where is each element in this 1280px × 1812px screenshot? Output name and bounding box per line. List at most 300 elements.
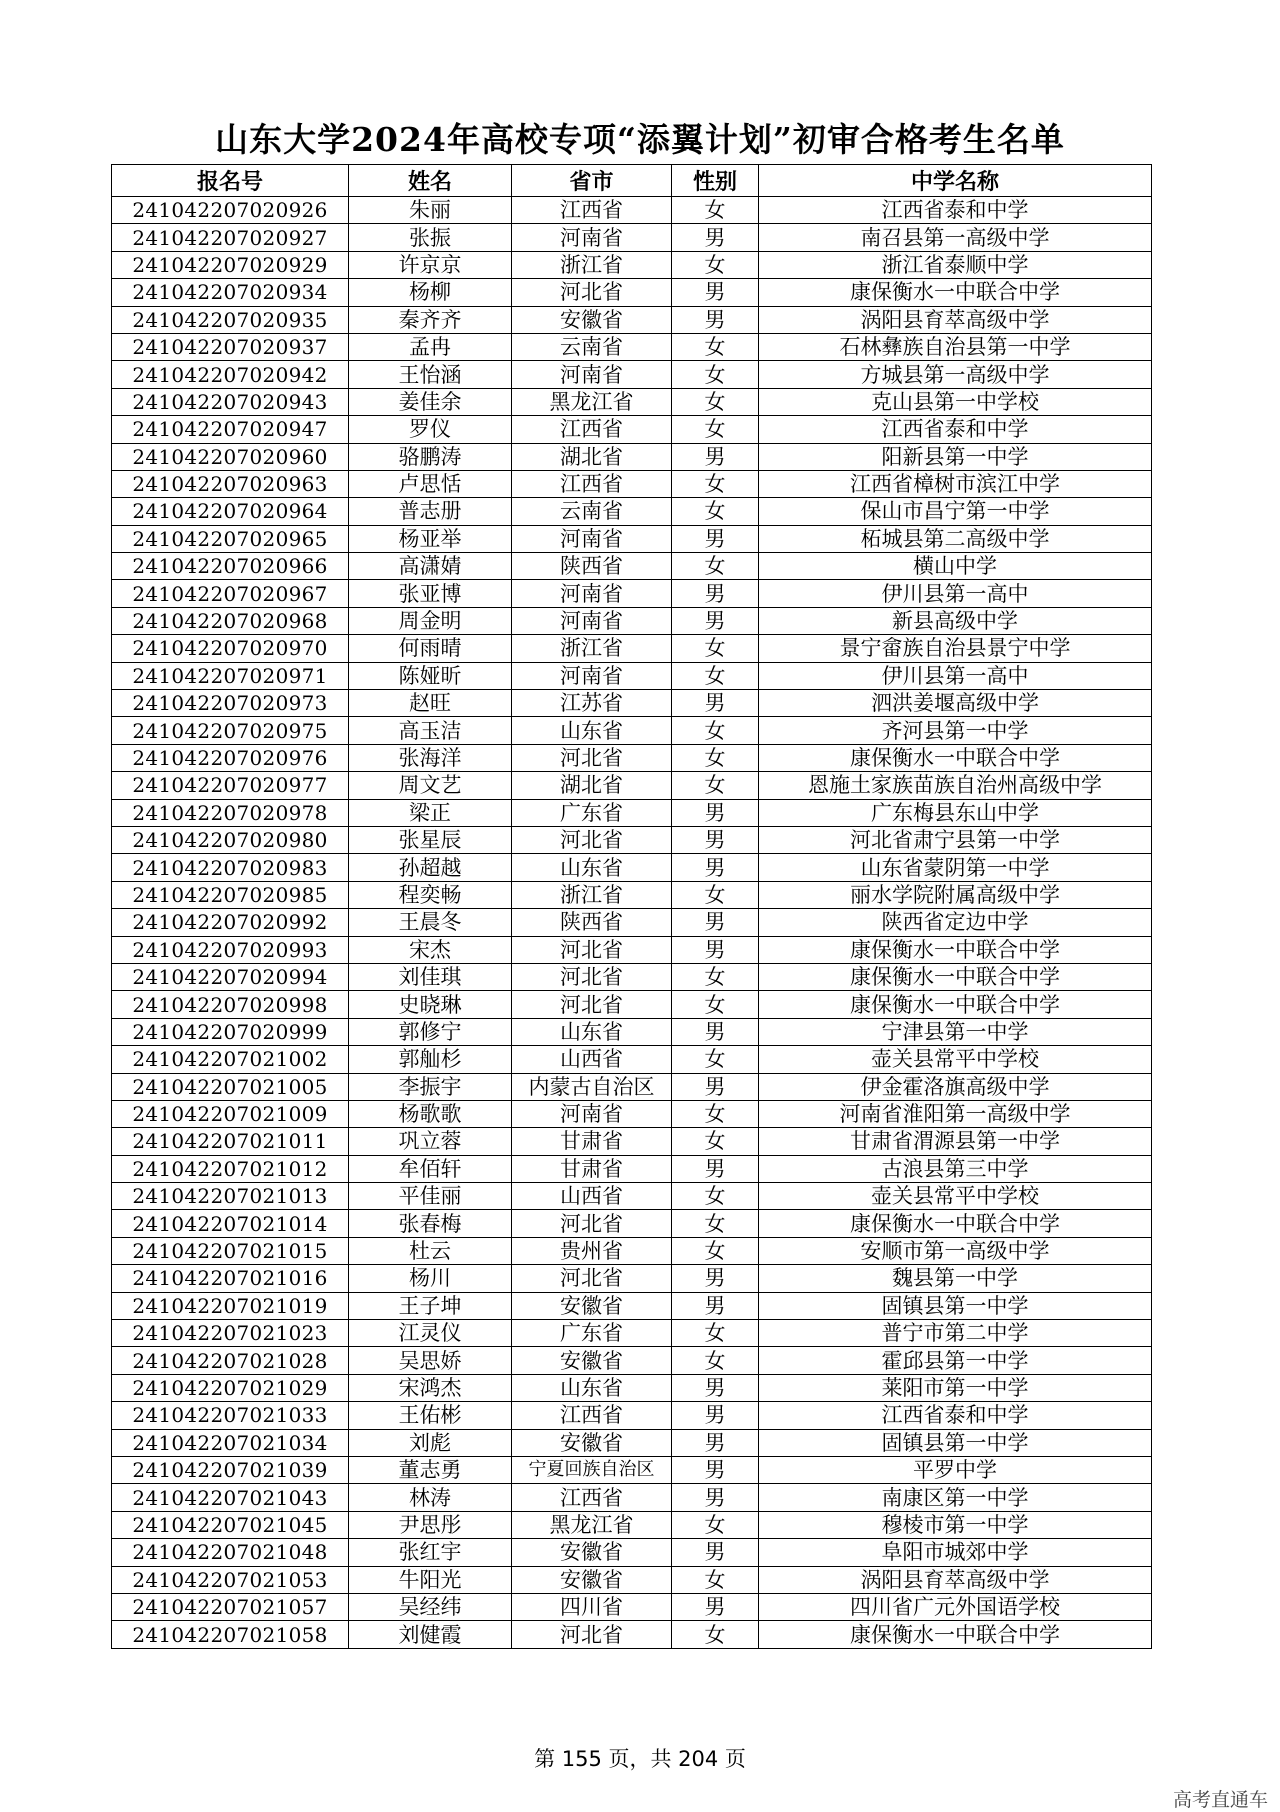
- school-cell: 固镇县第一中学: [759, 1429, 1152, 1456]
- school-cell: 江西省樟树市滨江中学: [759, 470, 1152, 497]
- school-cell: 江西省泰和中学: [759, 197, 1152, 224]
- province-cell: 河北省: [512, 1210, 672, 1237]
- name-cell: 杜云: [349, 1237, 512, 1264]
- table-row: [112, 1046, 1152, 1073]
- gender-cell: 女: [672, 1183, 759, 1210]
- school-cell: 壶关县常平中学校: [759, 1183, 1152, 1210]
- registration-number-cell: 241042207020942: [112, 361, 349, 388]
- candidate-table: [111, 164, 1152, 1649]
- registration-number-cell: 241042207020992: [112, 909, 349, 936]
- name-cell: 赵旺: [349, 690, 512, 717]
- name-cell: 普志册: [349, 498, 512, 525]
- registration-number-cell: 241042207021005: [112, 1073, 349, 1100]
- school-cell: 阜阳市城郊中学: [759, 1539, 1152, 1566]
- province-cell: 山西省: [512, 1183, 672, 1210]
- school-cell: 克山县第一中学校: [759, 388, 1152, 415]
- school-cell: 浙江省泰顺中学: [759, 251, 1152, 278]
- registration-number-cell: 241042207021019: [112, 1292, 349, 1319]
- province-cell: 浙江省: [512, 251, 672, 278]
- province-cell: 河北省: [512, 826, 672, 853]
- registration-number-cell: 241042207020976: [112, 744, 349, 771]
- table-row: [112, 1429, 1152, 1456]
- school-cell: 方城县第一高级中学: [759, 361, 1152, 388]
- school-cell: 横山中学: [759, 553, 1152, 580]
- school-cell: 平罗中学: [759, 1456, 1152, 1483]
- school-cell: 陕西省定边中学: [759, 909, 1152, 936]
- province-cell: 河南省: [512, 525, 672, 552]
- registration-number-cell: 241042207020965: [112, 525, 349, 552]
- registration-number-cell: 241042207020963: [112, 470, 349, 497]
- province-cell: 河南省: [512, 580, 672, 607]
- school-cell: 固镇县第一中学: [759, 1292, 1152, 1319]
- registration-number-cell: 241042207020994: [112, 963, 349, 990]
- name-cell: 董志勇: [349, 1456, 512, 1483]
- gender-cell: 女: [672, 333, 759, 360]
- gender-cell: 女: [672, 1621, 759, 1648]
- registration-number-cell: 241042207021043: [112, 1484, 349, 1511]
- name-cell: 牛阳光: [349, 1566, 512, 1593]
- gender-cell: 女: [672, 717, 759, 744]
- province-cell: 浙江省: [512, 635, 672, 662]
- school-cell: 古浪县第三中学: [759, 1155, 1152, 1182]
- gender-cell: 男: [672, 1539, 759, 1566]
- table-row: [112, 744, 1152, 771]
- table-row: [112, 553, 1152, 580]
- name-cell: 秦齐齐: [349, 306, 512, 333]
- school-cell: 伊金霍洛旗高级中学: [759, 1073, 1152, 1100]
- name-cell: 高玉洁: [349, 717, 512, 744]
- school-cell: 涡阳县育萃高级中学: [759, 306, 1152, 333]
- name-cell: 刘佳琪: [349, 963, 512, 990]
- gender-cell: 女: [672, 553, 759, 580]
- name-cell: 周金明: [349, 607, 512, 634]
- table-row: [112, 361, 1152, 388]
- province-cell: 安徽省: [512, 1347, 672, 1374]
- table-row: [112, 635, 1152, 662]
- registration-number-cell: 241042207020983: [112, 854, 349, 881]
- gender-cell: 男: [672, 580, 759, 607]
- province-cell: 山东省: [512, 854, 672, 881]
- name-cell: 孙超越: [349, 854, 512, 881]
- table-row: [112, 772, 1152, 799]
- table-row: [112, 662, 1152, 689]
- province-cell: 河南省: [512, 662, 672, 689]
- table-row: [112, 1456, 1152, 1483]
- table-row: [112, 1018, 1152, 1045]
- gender-cell: 男: [672, 1374, 759, 1401]
- gender-cell: 女: [672, 1566, 759, 1593]
- province-cell: 内蒙古自治区: [512, 1073, 672, 1100]
- gender-cell: 男: [672, 306, 759, 333]
- province-cell: 陕西省: [512, 553, 672, 580]
- registration-number-cell: 241042207021028: [112, 1347, 349, 1374]
- name-cell: 平佳丽: [349, 1183, 512, 1210]
- table-row: [112, 1539, 1152, 1566]
- name-cell: 许京京: [349, 251, 512, 278]
- registration-number-cell: 241042207021014: [112, 1210, 349, 1237]
- province-cell: 浙江省: [512, 881, 672, 908]
- table-row: [112, 197, 1152, 224]
- province-cell: 湖北省: [512, 772, 672, 799]
- registration-number-cell: 241042207021058: [112, 1621, 349, 1648]
- name-cell: 巩立蓉: [349, 1128, 512, 1155]
- gender-cell: 男: [672, 826, 759, 853]
- school-cell: 康保衡水一中联合中学: [759, 991, 1152, 1018]
- table-row: [112, 1511, 1152, 1538]
- registration-number-cell: 241042207020935: [112, 306, 349, 333]
- name-cell: 张亚博: [349, 580, 512, 607]
- province-cell: 湖北省: [512, 443, 672, 470]
- gender-cell: 男: [672, 1456, 759, 1483]
- province-cell: 云南省: [512, 333, 672, 360]
- school-cell: 霍邱县第一中学: [759, 1347, 1152, 1374]
- name-cell: 程奕畅: [349, 881, 512, 908]
- name-cell: 郭舢杉: [349, 1046, 512, 1073]
- school-cell: 山东省蒙阴第一中学: [759, 854, 1152, 881]
- table-row: [112, 690, 1152, 717]
- school-cell: 江西省泰和中学: [759, 416, 1152, 443]
- gender-cell: 男: [672, 1292, 759, 1319]
- table-row: [112, 470, 1152, 497]
- school-cell: 石林彝族自治县第一中学: [759, 333, 1152, 360]
- table-row: [112, 443, 1152, 470]
- gender-cell: 女: [672, 963, 759, 990]
- table-row: [112, 1320, 1152, 1347]
- table-row: [112, 333, 1152, 360]
- registration-number-cell: 241042207021013: [112, 1183, 349, 1210]
- registration-number-cell: 241042207021015: [112, 1237, 349, 1264]
- gender-cell: 女: [672, 1511, 759, 1538]
- province-cell: 河北省: [512, 744, 672, 771]
- school-cell: 莱阳市第一中学: [759, 1374, 1152, 1401]
- name-cell: 何雨晴: [349, 635, 512, 662]
- table-row: [112, 1347, 1152, 1374]
- school-cell: 安顺市第一高级中学: [759, 1237, 1152, 1264]
- gender-cell: 男: [672, 799, 759, 826]
- header-school: 中学名称: [759, 165, 1152, 197]
- gender-cell: 女: [672, 1347, 759, 1374]
- table-row: [112, 607, 1152, 634]
- table-row: [112, 909, 1152, 936]
- registration-number-cell: 241042207020967: [112, 580, 349, 607]
- province-cell: 陕西省: [512, 909, 672, 936]
- table-row: [112, 826, 1152, 853]
- gender-cell: 女: [672, 470, 759, 497]
- gender-cell: 男: [672, 1484, 759, 1511]
- table-row: [112, 1237, 1152, 1264]
- registration-number-cell: 241042207020970: [112, 635, 349, 662]
- registration-number-cell: 241042207021016: [112, 1265, 349, 1292]
- province-cell: 江西省: [512, 470, 672, 497]
- table-row: [112, 251, 1152, 278]
- school-cell: 河南省淮阳第一高级中学: [759, 1100, 1152, 1127]
- table-row: [112, 1484, 1152, 1511]
- name-cell: 骆鹏涛: [349, 443, 512, 470]
- province-cell: 安徽省: [512, 1566, 672, 1593]
- school-cell: 康保衡水一中联合中学: [759, 936, 1152, 963]
- header-province: 省市: [512, 165, 672, 197]
- province-cell: 河南省: [512, 361, 672, 388]
- province-cell: 安徽省: [512, 306, 672, 333]
- name-cell: 吴经纬: [349, 1593, 512, 1620]
- school-cell: 保山市昌宁第一中学: [759, 498, 1152, 525]
- gender-cell: 女: [672, 498, 759, 525]
- table-row: [112, 1128, 1152, 1155]
- name-cell: 张振: [349, 224, 512, 251]
- name-cell: 杨歌歌: [349, 1100, 512, 1127]
- province-cell: 河北省: [512, 991, 672, 1018]
- province-cell: 河北省: [512, 963, 672, 990]
- school-cell: 景宁畲族自治县景宁中学: [759, 635, 1152, 662]
- header-registration-number: 报名号: [112, 165, 349, 197]
- table-row: [112, 279, 1152, 306]
- table-row: [112, 1100, 1152, 1127]
- page-footer: 第 155 页，共 204 页: [534, 1747, 746, 1771]
- name-cell: 张海洋: [349, 744, 512, 771]
- registration-number-cell: 241042207020927: [112, 224, 349, 251]
- table-row: [112, 498, 1152, 525]
- school-cell: 江西省泰和中学: [759, 1402, 1152, 1429]
- gender-cell: 女: [672, 251, 759, 278]
- table-row: [112, 525, 1152, 552]
- name-cell: 卢思恬: [349, 470, 512, 497]
- table-row: [112, 1183, 1152, 1210]
- gender-cell: 男: [672, 909, 759, 936]
- table-row: [112, 881, 1152, 908]
- name-cell: 杨柳: [349, 279, 512, 306]
- province-cell: 贵州省: [512, 1237, 672, 1264]
- registration-number-cell: 241042207021048: [112, 1539, 349, 1566]
- table-row: [112, 388, 1152, 415]
- page-title: 山东大学2024年高校专项“添翼计划”初审合格考生名单: [215, 120, 1065, 159]
- name-cell: 郭修宁: [349, 1018, 512, 1045]
- province-cell: 河南省: [512, 1100, 672, 1127]
- table-row: [112, 1402, 1152, 1429]
- name-cell: 张春梅: [349, 1210, 512, 1237]
- table-row: [112, 1621, 1152, 1648]
- name-cell: 吴思娇: [349, 1347, 512, 1374]
- registration-number-cell: 241042207020964: [112, 498, 349, 525]
- province-cell: 黑龙江省: [512, 1511, 672, 1538]
- table-row: [112, 224, 1152, 251]
- name-cell: 王佑彬: [349, 1402, 512, 1429]
- province-cell: 河北省: [512, 1621, 672, 1648]
- gender-cell: 女: [672, 744, 759, 771]
- registration-number-cell: 241042207021023: [112, 1320, 349, 1347]
- province-cell: 河北省: [512, 279, 672, 306]
- province-cell: 河南省: [512, 224, 672, 251]
- school-cell: 伊川县第一高中: [759, 580, 1152, 607]
- gender-cell: 女: [672, 416, 759, 443]
- province-cell: 安徽省: [512, 1539, 672, 1566]
- school-cell: 穆棱市第一中学: [759, 1511, 1152, 1538]
- registration-number-cell: 241042207020943: [112, 388, 349, 415]
- gender-cell: 男: [672, 854, 759, 881]
- gender-cell: 女: [672, 361, 759, 388]
- school-cell: 齐河县第一中学: [759, 717, 1152, 744]
- gender-cell: 男: [672, 936, 759, 963]
- province-cell: 安徽省: [512, 1429, 672, 1456]
- table-row: [112, 416, 1152, 443]
- province-cell: 山东省: [512, 1374, 672, 1401]
- gender-cell: 女: [672, 662, 759, 689]
- province-cell: 江西省: [512, 1484, 672, 1511]
- registration-number-cell: 241042207021011: [112, 1128, 349, 1155]
- name-cell: 宋杰: [349, 936, 512, 963]
- province-cell: 云南省: [512, 498, 672, 525]
- province-cell: 江西省: [512, 197, 672, 224]
- table-row: [112, 1374, 1152, 1401]
- province-cell: 河北省: [512, 1265, 672, 1292]
- province-cell: 河南省: [512, 607, 672, 634]
- gender-cell: 女: [672, 388, 759, 415]
- name-cell: 高潇婧: [349, 553, 512, 580]
- registration-number-cell: 241042207020934: [112, 279, 349, 306]
- province-cell: 甘肃省: [512, 1128, 672, 1155]
- province-cell: 河北省: [512, 936, 672, 963]
- gender-cell: 女: [672, 635, 759, 662]
- name-cell: 罗仪: [349, 416, 512, 443]
- province-cell: 宁夏回族自治区: [512, 1456, 672, 1483]
- gender-cell: 男: [672, 1265, 759, 1292]
- table-row: [112, 963, 1152, 990]
- school-cell: 伊川县第一高中: [759, 662, 1152, 689]
- province-cell: 安徽省: [512, 1292, 672, 1319]
- table-row: [112, 1073, 1152, 1100]
- registration-number-cell: 241042207021034: [112, 1429, 349, 1456]
- province-cell: 山东省: [512, 1018, 672, 1045]
- gender-cell: 男: [672, 525, 759, 552]
- school-cell: 阳新县第一中学: [759, 443, 1152, 470]
- school-cell: 涡阳县育萃高级中学: [759, 1566, 1152, 1593]
- school-cell: 康保衡水一中联合中学: [759, 744, 1152, 771]
- name-cell: 姜佳余: [349, 388, 512, 415]
- name-cell: 林涛: [349, 1484, 512, 1511]
- name-cell: 杨川: [349, 1265, 512, 1292]
- table-row: [112, 306, 1152, 333]
- gender-cell: 男: [672, 690, 759, 717]
- school-cell: 新县高级中学: [759, 607, 1152, 634]
- table-row: [112, 1265, 1152, 1292]
- table-row: [112, 1155, 1152, 1182]
- school-cell: 康保衡水一中联合中学: [759, 279, 1152, 306]
- name-cell: 牟佰轩: [349, 1155, 512, 1182]
- province-cell: 山东省: [512, 717, 672, 744]
- name-cell: 史晓琳: [349, 991, 512, 1018]
- table-row: [112, 580, 1152, 607]
- school-cell: 甘肃省渭源县第一中学: [759, 1128, 1152, 1155]
- gender-cell: 女: [672, 772, 759, 799]
- table-row: [112, 1292, 1152, 1319]
- school-cell: 康保衡水一中联合中学: [759, 1210, 1152, 1237]
- registration-number-cell: 241042207020968: [112, 607, 349, 634]
- school-cell: 丽水学院附属高级中学: [759, 881, 1152, 908]
- name-cell: 孟冉: [349, 333, 512, 360]
- name-cell: 陈娅昕: [349, 662, 512, 689]
- registration-number-cell: 241042207021029: [112, 1374, 349, 1401]
- school-cell: 四川省广元外国语学校: [759, 1593, 1152, 1620]
- watermark: 高考直通车: [1172, 1789, 1268, 1811]
- header-gender: 性别: [672, 165, 759, 197]
- registration-number-cell: 241042207020978: [112, 799, 349, 826]
- province-cell: 广东省: [512, 1320, 672, 1347]
- school-cell: 南召县第一高级中学: [759, 224, 1152, 251]
- school-cell: 恩施土家族苗族自治州高级中学: [759, 772, 1152, 799]
- name-cell: 杨亚举: [349, 525, 512, 552]
- name-cell: 江灵仪: [349, 1320, 512, 1347]
- school-cell: 广东梅县东山中学: [759, 799, 1152, 826]
- registration-number-cell: 241042207021009: [112, 1100, 349, 1127]
- registration-number-cell: 241042207021012: [112, 1155, 349, 1182]
- registration-number-cell: 241042207020999: [112, 1018, 349, 1045]
- registration-number-cell: 241042207020971: [112, 662, 349, 689]
- province-cell: 江西省: [512, 1402, 672, 1429]
- name-cell: 刘彪: [349, 1429, 512, 1456]
- gender-cell: 女: [672, 991, 759, 1018]
- table-row: [112, 799, 1152, 826]
- table-body: [112, 197, 1152, 1649]
- province-cell: 甘肃省: [512, 1155, 672, 1182]
- registration-number-cell: 241042207020947: [112, 416, 349, 443]
- table-row: [112, 1566, 1152, 1593]
- gender-cell: 男: [672, 1155, 759, 1182]
- name-cell: 王怡涵: [349, 361, 512, 388]
- registration-number-cell: 241042207020929: [112, 251, 349, 278]
- school-cell: 普宁市第二中学: [759, 1320, 1152, 1347]
- gender-cell: 女: [672, 1320, 759, 1347]
- name-cell: 李振宇: [349, 1073, 512, 1100]
- table-row: [112, 717, 1152, 744]
- gender-cell: 男: [672, 224, 759, 251]
- registration-number-cell: 241042207021057: [112, 1593, 349, 1620]
- school-cell: 康保衡水一中联合中学: [759, 963, 1152, 990]
- name-cell: 王晨冬: [349, 909, 512, 936]
- name-cell: 梁正: [349, 799, 512, 826]
- gender-cell: 男: [672, 279, 759, 306]
- registration-number-cell: 241042207020998: [112, 991, 349, 1018]
- registration-number-cell: 241042207020937: [112, 333, 349, 360]
- gender-cell: 女: [672, 197, 759, 224]
- province-cell: 山西省: [512, 1046, 672, 1073]
- gender-cell: 女: [672, 1210, 759, 1237]
- name-cell: 周文艺: [349, 772, 512, 799]
- name-cell: 尹思彤: [349, 1511, 512, 1538]
- table-row: [112, 936, 1152, 963]
- registration-number-cell: 241042207020966: [112, 553, 349, 580]
- registration-number-cell: 241042207020973: [112, 690, 349, 717]
- table-row: [112, 991, 1152, 1018]
- registration-number-cell: 241042207020975: [112, 717, 349, 744]
- province-cell: 四川省: [512, 1593, 672, 1620]
- gender-cell: 女: [672, 1100, 759, 1127]
- gender-cell: 女: [672, 1237, 759, 1264]
- registration-number-cell: 241042207021045: [112, 1511, 349, 1538]
- table-row: [112, 854, 1152, 881]
- province-cell: 江西省: [512, 416, 672, 443]
- school-cell: 壶关县常平中学校: [759, 1046, 1152, 1073]
- header-name: 姓名: [349, 165, 512, 197]
- school-cell: 康保衡水一中联合中学: [759, 1621, 1152, 1648]
- province-cell: 黑龙江省: [512, 388, 672, 415]
- gender-cell: 男: [672, 443, 759, 470]
- registration-number-cell: 241042207021033: [112, 1402, 349, 1429]
- name-cell: 刘健霞: [349, 1621, 512, 1648]
- table-row: [112, 1210, 1152, 1237]
- province-cell: 江苏省: [512, 690, 672, 717]
- registration-number-cell: 241042207020993: [112, 936, 349, 963]
- registration-number-cell: 241042207020926: [112, 197, 349, 224]
- school-cell: 魏县第一中学: [759, 1265, 1152, 1292]
